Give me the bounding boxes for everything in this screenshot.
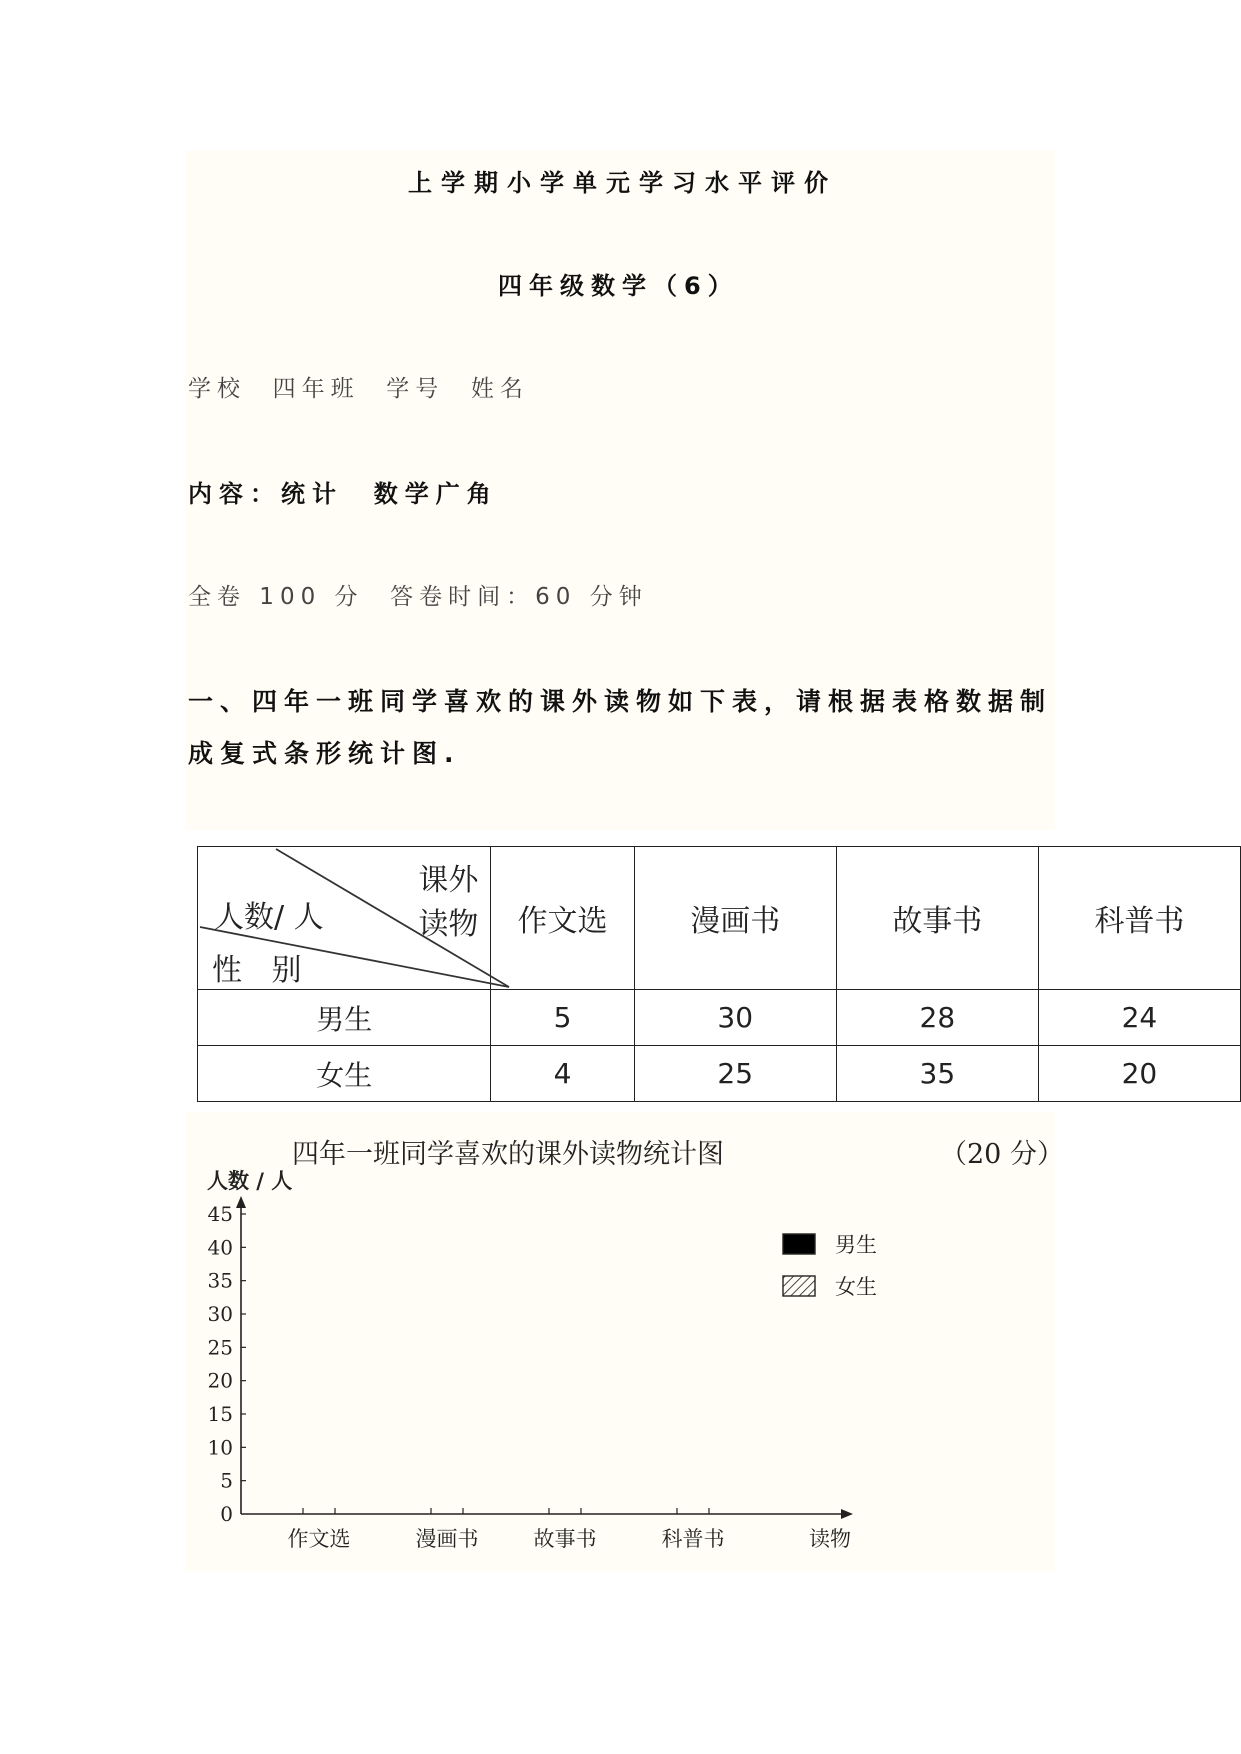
x-tick-label: 故事书 xyxy=(533,1527,597,1551)
y-tick-label: 25 xyxy=(207,1335,233,1360)
table-row xyxy=(198,1046,1241,1102)
table-cell: 28 xyxy=(836,990,1038,1046)
column-header: 漫画书 xyxy=(634,847,836,990)
y-tick-label: 35 xyxy=(207,1268,233,1293)
y-tick-label: 15 xyxy=(207,1402,233,1426)
table-corner-cell xyxy=(198,847,491,990)
corner-item-label-2: 读物 xyxy=(418,907,479,942)
column-header: 作文选 xyxy=(491,847,634,990)
table-cell: 25 xyxy=(634,1046,836,1102)
corner-count-label: 人数/ 人 xyxy=(214,900,324,935)
y-tick-label: 0 xyxy=(220,1502,233,1526)
x-axis-label: 读物 xyxy=(809,1527,851,1551)
y-axis-arrow xyxy=(236,1196,246,1208)
table-cell: 20 xyxy=(1038,1046,1240,1102)
table-cell: 24 xyxy=(1038,990,1240,1046)
column-header: 故事书 xyxy=(836,847,1038,990)
page-title: 上学期小学单元学习水平评价 xyxy=(408,169,837,197)
corner-gender-label: 性 别 xyxy=(212,953,312,988)
content-line: 内容：统计 数学广角 xyxy=(188,480,498,508)
table-cell: 4 xyxy=(491,1046,634,1102)
row-label: 女生 xyxy=(198,1046,491,1102)
legend-swatch xyxy=(783,1276,815,1296)
y-tick-label: 10 xyxy=(207,1435,233,1460)
chart-score-note: （20 分） xyxy=(940,1139,1064,1170)
legend-swatch xyxy=(783,1234,815,1254)
column-header: 科普书 xyxy=(1038,847,1240,990)
x-axis-arrow xyxy=(841,1509,853,1519)
x-tick-label: 漫画书 xyxy=(415,1527,479,1551)
corner-item-label-1: 课外 xyxy=(418,863,479,898)
student-info-line: 学校 四年班 学号 姓名 xyxy=(188,376,529,402)
table-cell: 5 xyxy=(491,990,634,1046)
page-subtitle: 四年级数学（6） xyxy=(498,272,739,300)
table-cell: 30 xyxy=(634,990,836,1046)
x-tick-label: 科普书 xyxy=(661,1527,725,1551)
blank-bar-chart xyxy=(185,1112,1055,1572)
legend-label: 女生 xyxy=(835,1275,877,1299)
y-axis-label: 人数 / 人 xyxy=(207,1168,293,1193)
reading-data-table xyxy=(197,846,1241,1102)
table-cell: 35 xyxy=(836,1046,1038,1102)
question-1: 一、四年一班同学喜欢的课外读物如下表，请根据表格数据制成复式条形统计图. xyxy=(188,687,1053,768)
table-row xyxy=(198,990,1241,1046)
table-header-row xyxy=(198,847,1241,990)
score-time-line: 全卷 100 分 答卷时间：60 分钟 xyxy=(188,584,648,610)
y-tick-label: 5 xyxy=(220,1468,233,1493)
y-tick-label: 20 xyxy=(207,1368,233,1393)
y-tick-label: 40 xyxy=(207,1235,233,1260)
y-tick-label: 45 xyxy=(207,1202,233,1226)
legend-label: 男生 xyxy=(835,1233,877,1257)
x-tick-label: 作文选 xyxy=(287,1527,351,1551)
chart-title: 四年一班同学喜欢的课外读物统计图 xyxy=(292,1139,724,1170)
y-tick-label: 30 xyxy=(207,1302,233,1326)
row-label: 男生 xyxy=(198,990,491,1046)
